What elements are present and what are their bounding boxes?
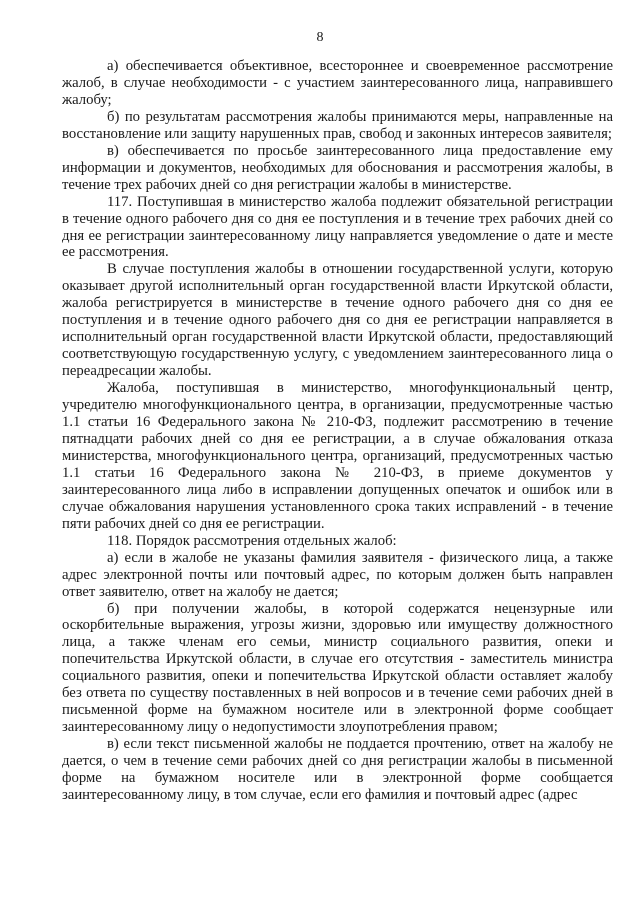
paragraph-b-measures: б) по результатам рассмотрения жалобы принимаются меры, направленные на восстановление или защиту нарушенных прав, свобод и законных интересов заявителя;: [62, 108, 613, 142]
paragraph-118-a: а) если в жалобе не указаны фамилия заявителя - физического лица, а также адрес электронной почты или почтовый адрес, по которым должен быть направлен ответ заявителю, ответ на жалобу не дается;: [62, 549, 613, 600]
page-number: 8: [316, 30, 324, 45]
paragraph-118-v: в) если текст письменной жалобы не поддается прочтению, ответ на жалобу не дается, о чем в течение семи рабочих дней со дня регистрации жалобы в письменной форме на бумажном носителе или в электронной форме сообщается заинтересованному лицу, в том случае, если его фамилия и почтовый адрес (адрес: [62, 736, 613, 803]
paragraph-review-period: Жалоба, поступившая в министерство, многофункциональный центр, учредителю многофункционального центра, в организации, предусмотренные частью 1.1 статьи 16 Федерального закона № 210-ФЗ, подлежит рассмотрению в течение пятнадцати рабочих дней со дня ее регистрации, а в случае обжалования отказа министерства, многофункционального центра, организаций, предусмотренных частью 1.1 статьи 16 Федерального закона № 210-ФЗ, в приеме документов у заинтересованного лица либо в исправлении допущенных опечаток и ошибок или в случае обжалования нарушения установленного срока таких исправлений - в течение пяти рабочих дней со дня ее регистрации.: [62, 380, 613, 532]
paragraph-other-authority: В случае поступления жалобы в отношении государственной услуги, которую оказывает другой исполнительный орган государственной власти Иркутской области, жалоба регистрируется в министерстве в течение одного рабочего дня со дня ее поступления и в течение одного рабочего дня со дня ее регистрации направляется в исполнительный орган государственной власти Иркутской области, предоставляющий соответствующую государственную услугу, с уведомлением заинтересованного лица о переадресации жалобы.: [62, 261, 613, 380]
paragraph-117: 117. Поступившая в министерство жалоба подлежит обязательной регистрации в течение одного рабочего дня со дня ее поступления и в течение трех рабочих дней со дня ее регистрации заинтересованному лицу направляется уведомление о дате и месте ее рассмотрения.: [62, 193, 613, 261]
paragraph-a-objective-review: а) обеспечивается объективное, всестороннее и своевременное рассмотрение жалоб, в случае необходимости - с участием заинтересованного лица, направившего жалобу;: [62, 58, 613, 108]
document-body: [62, 58, 613, 804]
paragraph-118-b: б) при получении жалобы, в которой содержатся нецензурные или оскорбительные выражения, угрозы жизни, здоровью или имуществу должностного лица, а также членам его семьи, министр социального развития, опеки и попечительства Иркутской области, в случае его отсутствия - заместитель министра социального развития, опеки и попечительства Иркутской области оставляет жалобу без ответа по существу поставленных в ней вопросов и в течение семи рабочих дней в письменной форме на бумажном носителе или в электронной форме сообщает заинтересованному лицу о недопустимости злоупотребления правом;: [62, 600, 613, 736]
paragraph-v-information: в) обеспечивается по просьбе заинтересованного лица предоставление ему информации и документов, необходимых для обоснования и рассмотрения жалобы, в течение трех рабочих дней со дня регистрации жалобы в министерстве.: [62, 142, 613, 193]
paragraph-118-heading: 118. Порядок рассмотрения отдельных жалоб:: [107, 532, 397, 549]
